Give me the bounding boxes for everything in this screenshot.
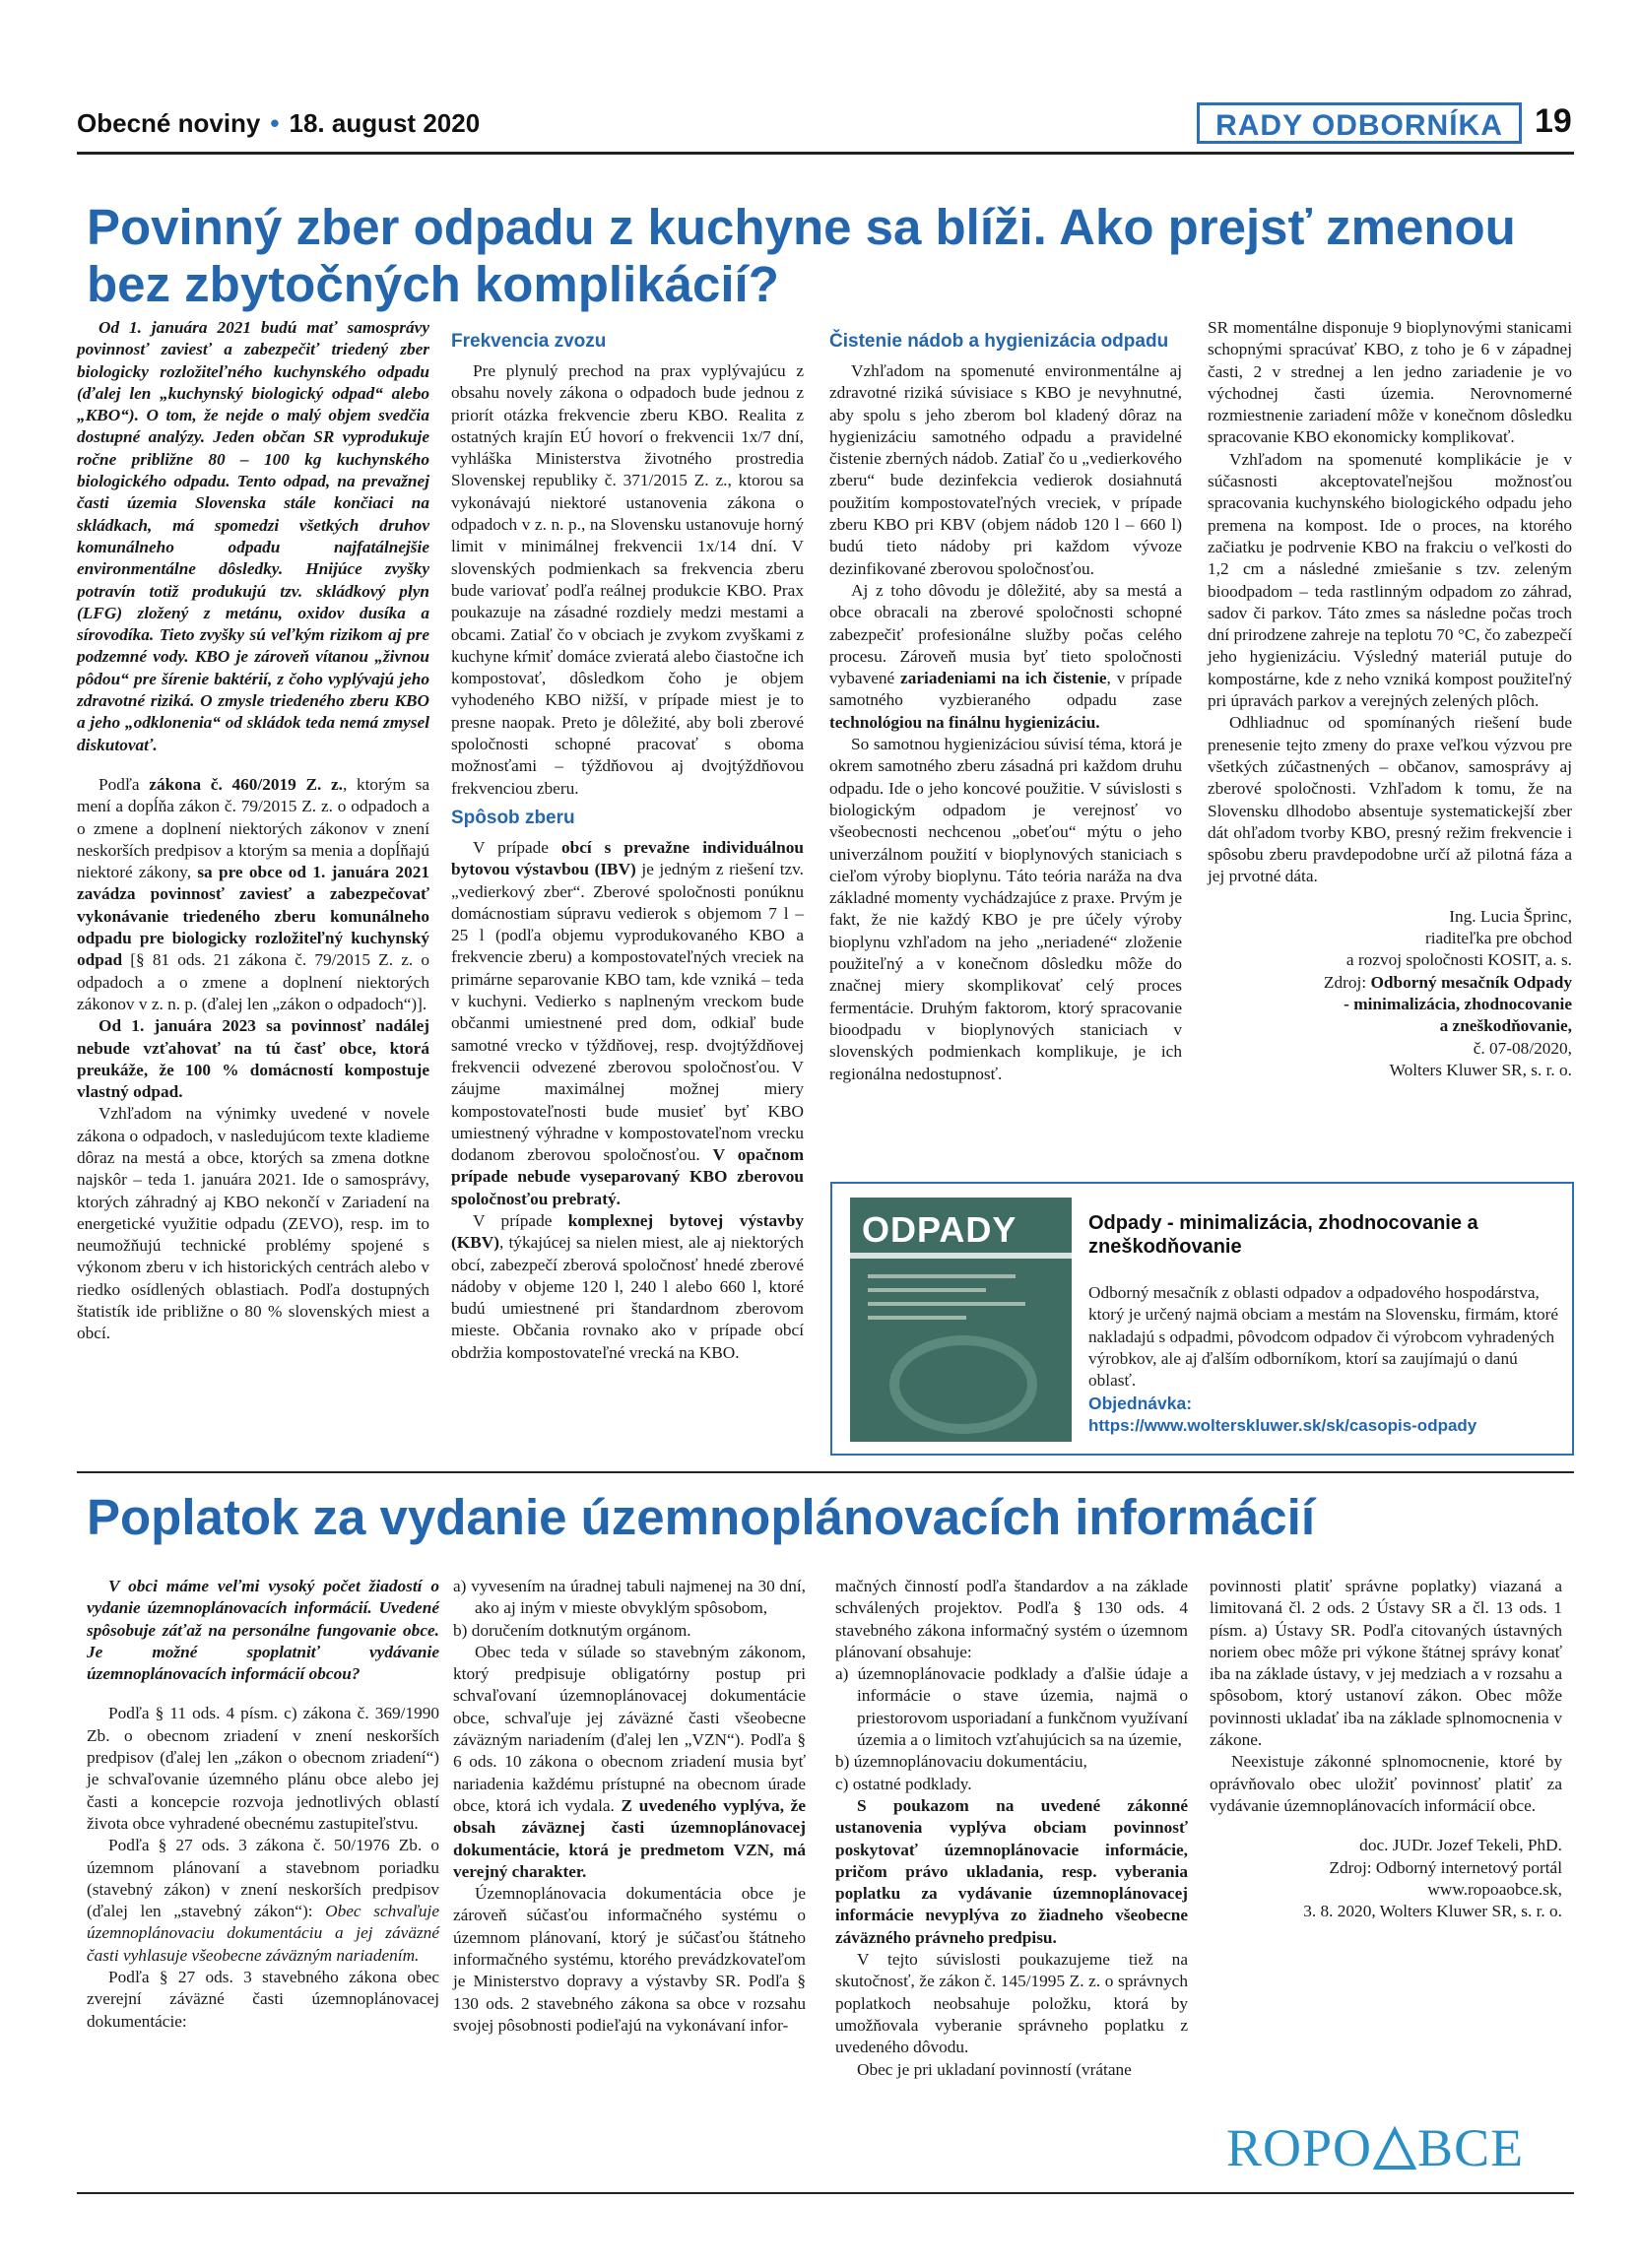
subheading-sposob: Spôsob zberu [451, 807, 575, 828]
article1-column-2 [451, 317, 804, 1364]
article1-paragraph: Vzhľadom na spomenuté environmentálne aj zdravotné riziká súvisiace s KBO je nevyhnutné, aby spolu s jeho zberom bol kladený dôraz na hygienizáciu samotného odpadu a pravidelné čistenie zberných nádob. Zatiaľ čo u „vedierkového zberu“ bude dezinfekcia vedierok dosiahnutá použitím kompostovateľných vreciek, v prípade zberu KBO pri KBV (objem nádob 120 l – 660 l) budú tieto nádoby pri každom vývoze dezinfikované zberovou spoločnosťou. [829, 361, 1182, 578]
article2-paragraph: Podľa § 27 ods. 3 zákona č. 50/1976 Zb. o územnom plánovaní a stavebnom poriadku (stavebný zákon) v znení neskorších predpisov (ďalej len „stavebný zákon“): Obec schvaľuje územnoplánovaciu dokumentáciu a jej záväzné časti vyhlasuje všeobecne záväzným nariadením. [87, 1836, 439, 1965]
article1-column-4 [1208, 317, 1572, 1081]
list-item: b) územnoplánovaciu dokumentáciu, [835, 1752, 1087, 1772]
article2-paragraph: povinnosti platiť správne poplatky) viazaná a limitovaná čl. 2 ods. 2 Ústavy SR a čl. 13 ods. 1 písm. a) Ústavy SR. Podľa citovaných ústavných noriem obec môže pri výkone štátnej správy konať iba na základe ústavy, v jej medziach a v rozsahu a spôsobom, ktorý ustanoví zákon. Obec môže povinnosti ukladať iba na základe splnomocnenia v zákone. [1210, 1577, 1562, 1750]
article2-column-3 [835, 1576, 1188, 2081]
article1-paragraph: Vzhľadom na spomenuté komplikácie je v súčasnosti akceptovateľnejšou možnosťou spracovania kuchynského biologického odpadu jeho premena na kompost. Ide o proces, na ktorého začiatku je podrvenie KBO na frakciu o veľkosti do 1,2 cm a následné zmiešanie s tzv. zeleným bioodpadom – teda rastlinným odpadom zo záhrad, sadov či parkov. Táto zmes sa následne počas troch dní prirodzene zahreje na teplotu 70 °C, čo zabezpečí jeho hygienizáciu. Výsledný materiál putuje do kompostárne, kde z neho vzniká kompost použiteľný pri úpravách parkov a verejných zelených plôch. [1208, 449, 1572, 711]
article1-paragraph: Aj z toho dôvodu je dôležité, aby sa mestá a obce obracali na zberové spoločnosti schopné zabezpečiť profesionálne služby počas celého procesu. Zároveň musia byť tieto spoločnosti vybavené zariadeniami na ich čistenie, v prípade samotného vyzbieraného odpadu zase technológiou na finálnu hygienizáciu. [829, 580, 1182, 732]
page-number: 19 [1535, 102, 1572, 140]
list-item: b) doručením dotknutým orgánom. [453, 1620, 691, 1640]
article2-title: Poplatok za vydanie územnoplánovacích informácií [87, 1489, 1315, 1545]
article2-paragraph: Podľa § 11 ods. 4 písm. c) zákona č. 369/1990 Zb. o obecnom zriadení v znení neskorších predpisov (ďalej len „zákon o obecnom zriadení“) je schvaľovanie územného plánu obce alebo jej časti a koncepcie rozvoja jednotlivých oblastí života obce vyhradené obecnému zastupiteľstvu. [87, 1704, 439, 1833]
article2-lead: V obci máme veľmi vysoký počet žiadostí o vydanie územnoplánovacích informácií. Uvedené spôsobuje záťaž na personálne fungovanie obce. Je možné spoplatniť vydávanie územnoplánovacích informácií obcou? [87, 1577, 439, 1684]
subheading-frekvencia: Frekvencia zvozu [451, 331, 607, 352]
article1-paragraph: Od 1. januára 2023 sa povinnosť nadálej nebude vzťahovať na tú časť obce, ktorá preukáže, že 100 % domácností kompostuje vlastný odpad. [77, 1016, 429, 1102]
publication-name: Obecné noviny [77, 108, 261, 138]
article1-paragraph: Pre plynulý prechod na prax vyplývajúcu z obsahu novely zákona o odpadoch bude jednou z priorít otázka frekvencie zberu KBO. Realita z ostatných krajín EÚ hovorí o frekvencii 1x/7 dní, vyhláška Ministerstva životného prostredia Slovenskej republiky č. 371/2015 Z. z., ktorou sa vykonávajú niektoré ustanovenia zákona o odpadoch v z. n. p., na Slovensku ustanovuje horný limit v minimálnej frekvencii 1x/14 dní. V slovenských podmienkach sa frekvencia zberu bude variovať podľa reálnej produkcie KBO. Prax poukazuje na zásadné rozdiely medzi mestami a obcami. Zatiaľ čo v obciach je zvykom zvyškami z kuchyne kŕmiť domáce zvieratá alebo čiastočne ich kompostovať, dôsledkom čoho je objem vyhodeného KBO nižší, v prípade miest je to presne naopak. Preto je dôležité, aby boli zberové spoločnosti schopné pracovať s oboma možnosťami – týždňovou aj dvojtýždňovou frekvenciou zberu. [451, 361, 804, 798]
article1-lead: Od 1. januára 2021 budú mať samosprávy povinnosť zaviesť a zabezpečiť triedený zber biologicky rozložiteľného kuchynského odpadu (ďalej len „kuchynský biologický odpad“ alebo „KBO“). O tom, že nejde o malý objem svedčia dostupné analýzy. Jeden občan SR vyprodukuje ročne približne 80 – 100 kg kuchynského biologického odpadu. Tento odpad, na prevažnej časti územia Slovenska stále končiaci na skládkach, má spomedzi všetkých druhov komunálneho odpadu najfatálnejšie environmentálne dôsledky. Hnijúce zvyšky potravín totiž produkujú tzv. skládkový plyn (LFG) zložený z metánu, oxidov dusíka a sírovodíka. Tieto zvyšky sú veľkým rizikom aj pre podzemné vody. KBO je zároveň vítanou „živnou pôdou“ pre šírenie baktérií, z čoho vyplývajú jeho zdravotné riziká. O zmysle triedeného zberu KBO a jeho „odklonenia“ od skládok teda nemá zmysel diskutovať. [77, 318, 429, 754]
section-label: RADY ODBORNÍKA [1197, 102, 1522, 144]
issue-date: 18. august 2020 [289, 108, 481, 138]
article2-paragraph: Územnoplánovacia dokumentácia obce je zároveň súčasťou informačného systému o územnom plánovaní, ktorý je súčasťou štátneho informačného systému, ktorého prevádzkovateľom je Ministerstvo dopravy a výstavby SR. Podľa § 130 ods. 2 stavebného zákona sa obce v rozsahu svojej pôsobnosti podieľajú na vykonávaní infor- [453, 1884, 806, 2035]
article-divider [77, 1471, 1574, 1473]
cover-title: ODPADY [862, 1209, 1017, 1250]
article1-paragraph: V prípade obcí s prevažne individuálnou bytovou výstavbou (IBV) je jedným z riešení tzv. „vedierkový zber“. Zberové spoločnosti ponúknu domácnostiam súpravu vedierok s objemom 7 l – 25 l (podľa objemu vyprodukovaného KBO a frekvencie zberu) a kompostovateľných vreciek na primárne separovanie KBO tam, kde vzniká – teda v kuchyni. Vedierko s naplneným vreckom bude občanmi umiestnené pred dom, odkiaľ bude samotné vrecko v týždňovej, resp. dvojtýždňovej frekvencii odvezené zberovou spoločnosťou. V záujme maximálnej možnej miery kompostovateľnosti bude musieť byť KBO umiestnený výhradne v kompostovateľnom vrecku dodanom zberovou spoločnosťou. V opačnom prípade nebude vyseparovaný KBO zberovou spoločnosťou prebratý. [451, 837, 805, 1208]
ad-order-label: Objednávka: [1088, 1393, 1193, 1413]
article2-signature: doc. JUDr. Jozef Tekeli, PhD. Zdroj: Odborný internetový portál www.ropoaobce.sk, 3. 8. 2020, Wolters Kluwer SR, s. r. o. [1303, 1836, 1562, 1921]
magazine-cover-image [850, 1198, 1072, 1442]
ad-description: Odborný mesačník z oblasti odpadov a odpadového hospodárstva, ktorý je určený najmä obciam a mestám na Slovensku, firmám, ktoré nakladajú s odpadmi, pôvodcom odpadov či výrobcom vyhradených výrobkov, ale aj ďalším odborníkom, ktorí sa zaujímajú o danú oblasť. [1088, 1283, 1559, 1391]
article2-column-1 [87, 1576, 439, 2033]
list-item: c) ostatné podklady. [835, 1774, 972, 1793]
article1-paragraph: SR momentálne disponuje 9 bioplynovými stanicami schopnými spracúvať KBO, z toho je 6 v západnej časti, 2 v strednej a len jedno zariadenie je vo východnej časti územia. Nerovnomerné rozmiestnenie zariadení môže v konečnom dôsledku spracovanie KBO ekonomicky komplikovať. [1208, 318, 1572, 447]
article1-paragraph: Podľa zákona č. 460/2019 Z. z., ktorým sa mení a dopĺňa zákon č. 79/2015 Z. z. o odpadoch a o zmene a doplnení niektorých zákonov v znení neskorších predpisov a ktorým sa menia a dopĺňajú niektoré zákony, sa pre obce od 1. januára 2021 zavádza povinnosť zaviesť a zabezpečovať vykonávanie triedeného zberu komunálneho odpadu pre biologicky rozložiteľný kuchynský odpad [§ 81 ods. 21 zákona č. 79/2015 Z. z. o odpadoch a o zmene a doplnení niektorých zákonov v z. n. p. (ďalej len „zákon o odpadoch“)]. [77, 774, 430, 1013]
header-divider [77, 152, 1574, 155]
logo-a-icon [1372, 2126, 1417, 2171]
list-item: a) vyvesením na úradnej tabuli najmenej na 30 dní, ako aj iným v mieste obvyklým spôsobom, [453, 1577, 806, 1618]
article1-column-3 [829, 317, 1182, 1085]
list-item: a) územnoplánovacie podklady a ďalšie údaje a informácie o stave územia, najmä o priestorovom usporiadaní a funkčnom využívaní územia a o limitoch vzťahujúcich sa na územie, [835, 1664, 1188, 1750]
article2-column-4 [1210, 1576, 1562, 1922]
article2-paragraph: V tejto súvislosti poukazujeme tiež na skutočnosť, že zákon č. 145/1995 Z. z. o správnych poplatkoch neobsahuje položku, ktorá by umožňovala vyberanie správneho poplatku z uvedeného dôvodu. [835, 1950, 1188, 2057]
article2-paragraph: S poukazom na uvedené zákonné ustanovenia vyplýva obciam povinnosť poskytovať územnoplánovacie informácie, pričom právo ukladania, resp. vyberania poplatku za vydávanie územnoplánovacej informácie nevyplýva zo žiadneho všeobecne záväzného právneho predpisu. [835, 1795, 1188, 1947]
article1-paragraph: Odhliadnuc od spomínaných riešení bude prenesenie tejto zmeny do praxe veľkou výzvou pre všetkých zúčastnených – občanov, samosprávy aj zberové spoločnosti. Vzhľadom k tomu, že na Slovensku dlhodobo absentuje systematickejší zber dát ohľadom tvorby KBO, presný režim frekvencie i spôsobu zberu pravdepodobne určí až pilotná fáza a jej prvotné dáta. [1208, 713, 1572, 886]
article2-column-2 [453, 1576, 806, 2037]
footer-divider [77, 2192, 1574, 2194]
article1-title: Povinný zber odpadu z kuchyne sa blíži. Ako prejsť zmenou bez zbytočných komplikácií? [87, 199, 1516, 312]
article2-paragraph: Obec teda v súlade so stavebným zákonom, ktorý predpisuje obligatórny postup pri schvaľovaní územnoplánovacej dokumentácie obce, schvaľuje jej záväzné časti všeobecne záväzným nariadením (ďalej len „VZN“). Podľa § 6 ods. 10 zákona o obecnom zriadení musia byť nariadenia každému prístupné na obecnom úrade obce, ktorá ich vydala. Z uvedeného vyplýva, že obsah záväznej časti územnoplánovacej dokumentácie, ktorá je predmetom VZN, má verejný charakter. [453, 1642, 807, 1881]
article1-paragraph: Vzhľadom na výnimky uvedené v novele zákona o odpadoch, v nasledujúcom texte kladieme dôraz na mestá a obce, ktorých sa zmena dotkne najskôr – teda 1. januára 2021. Ide o samosprávy, ktorých záhradný aj KBO nekončí v Zariadení na energetické využitie odpadu (ZEVO), resp. im to neumožňujú technické problémy spojené s výkonom zberu v ich historických centrách alebo v riedko osídlených oblastiach. Podľa dostupných štatistík ide približne o 80 % slovenských miest a obcí. [77, 1104, 429, 1343]
ad-order-link[interactable]: https://www.wolterskluwer.sk/sk/casopis-odpady [1088, 1416, 1477, 1435]
ropo-obce-logo: ROPO BCE [1226, 2118, 1525, 2177]
article2-paragraph: Podľa § 27 ods. 3 stavebného zákona obec zverejní záväzné časti územnoplánovacej dokumentácie: [87, 1968, 439, 2031]
masthead [77, 108, 480, 139]
separator-dot: • [270, 108, 280, 138]
article1-signature: Ing. Lucia Šprinc, riaditeľka pre obchod a rozvoj spoločnosti KOSIT, a. s. Zdroj: Odborný mesačník Odpady - minimalizácia, zhodnocovanie a zneškodňovanie, č. 07-08/2020, Wolters Kluwer SR, s. r. o. [1323, 906, 1572, 1079]
article1-column-1 [77, 317, 429, 1345]
article2-paragraph: Neexistuje zákonné splnomocnenie, ktoré by oprávňovalo obec uložiť povinnosť platiť za vydávanie územnoplánovacích informácií obce. [1210, 1752, 1562, 1815]
article2-paragraph: Obec je pri ukladaní povinností (vrátane [857, 2059, 1132, 2079]
article2-paragraph: mačných činností podľa štandardov a na základe schválených projektov. Podľa § 130 ods. 4 stavebného zákona informačný systém o územnom plánovaní obsahuje: [835, 1577, 1188, 1661]
recycle-icon [889, 1335, 1037, 1434]
ad-title: Odpady - minimalizácia, zhodnocovanie a zneškodňovanie [1088, 1212, 1478, 1258]
article1-paragraph: V prípade komplexnej bytovej výstavby (KBV), týkajúcej sa nielen miest, ale aj niektorých obcí, zabezpečí zberová spoločnosť hnedé zberové nádoby v objeme 120 l, 240 l alebo 660 l, ktoré budú umiestnené pri štandardnom zberovom mieste. Občania rovnako ako v prípade obcí obdržia kompostovateľné vrecká na KBO. [451, 1210, 804, 1362]
subheading-cistenie: Čistenie nádob a hygienizácia odpadu [829, 331, 1169, 352]
article1-paragraph: So samotnou hygienizáciou súvisí téma, ktorá je okrem samotného zberu zásadná pri každom druhu odpadu. Ide o jeho koncové použitie. V súvislosti s biologickým odpadom je verejnosť vo všeobecnosti nechcenou „obeťou“ mýtu o jeho univerzálnom použití v bioplynových staniciach s cieľom výroby bioplynu. Táto teória naráža na dva základné momenty vychádzajúce z praxe. Prvým je fakt, že nie každý KBO je pre účely výroby bioplynu vzhľadom na jeho „neriadené“ zloženie použiteľný a v konečnom dôsledku môže do značnej miery skomplikovať celý proces fermentácie. Druhým faktorom, ktorý spracovanie bioodpadu v bioplynových staniciach v slovenských podmienkach komplikuje, je ich regionálna nedostupnosť. [829, 735, 1182, 1083]
odpady-ad-box [830, 1182, 1574, 1456]
